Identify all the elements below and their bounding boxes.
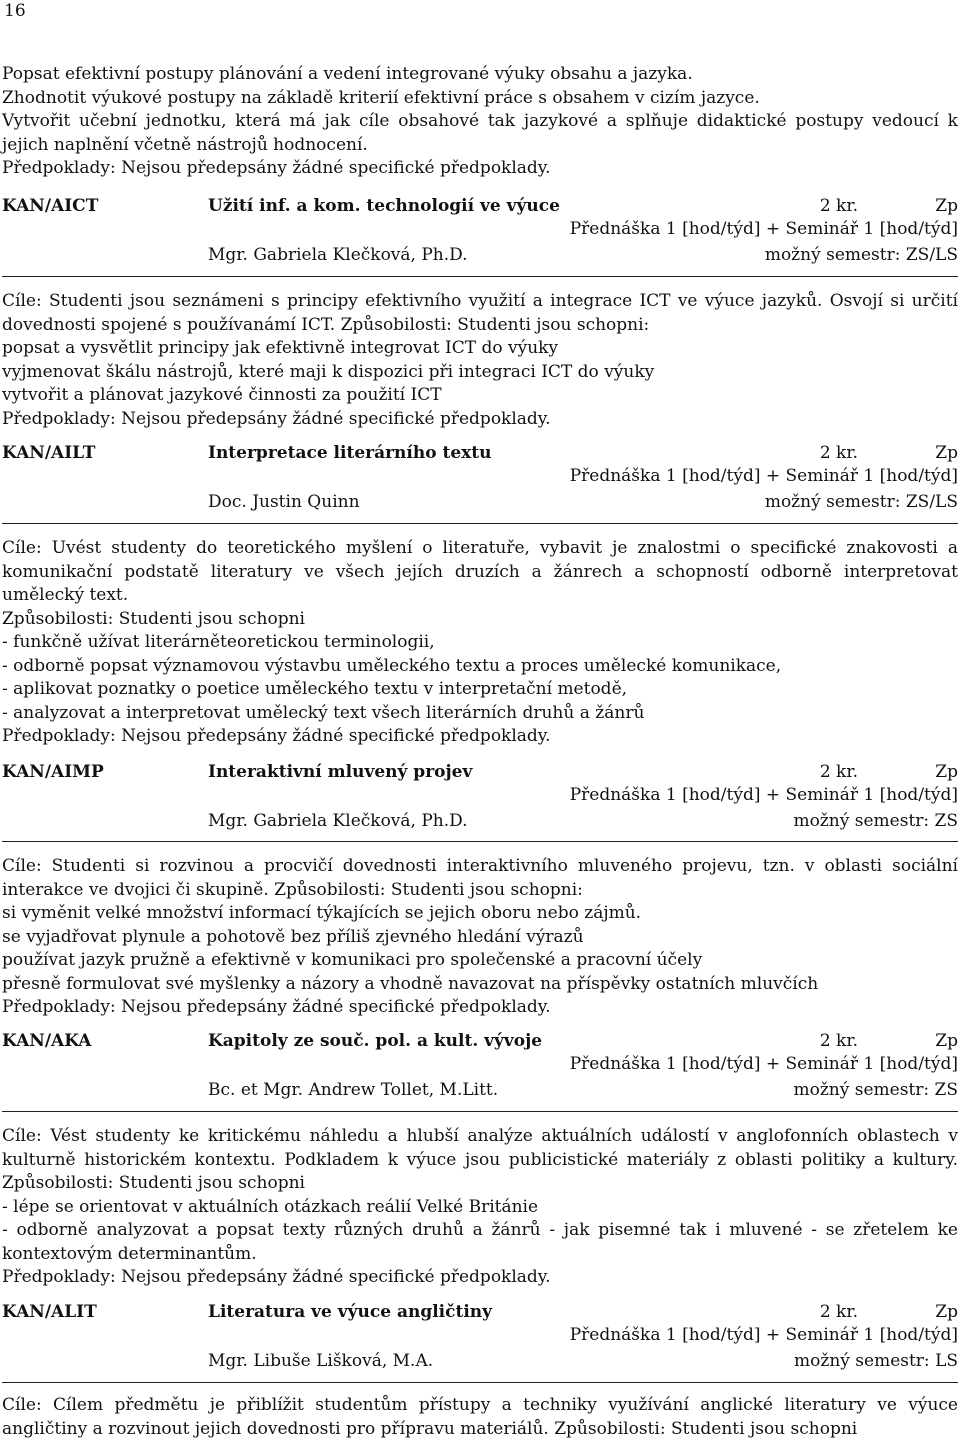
course-header (2, 195, 958, 218)
course-lecturer-row (2, 488, 958, 514)
course-hours: Přednáška 1 [hod/týd] + Seminář 1 [hod/týd] (569, 1054, 958, 1074)
course-block (2, 1030, 958, 1102)
course-skill-item: - odborně popsat významovou výstavbu uměleckého textu a proces umělecké komunikace, (2, 655, 782, 676)
course-block (2, 442, 958, 514)
course-goals: Cíle: Studenti si rozvinou a procvičí dovednosti interaktivního mluveného projevu, tzn. v oblasti sociální interakce ve dvojici či skupině. Způsobilosti: Studenti jsou schopni: (2, 856, 958, 900)
course-goals: Cíle: Cílem předmětu je přiblížit studentům přístupy a techniky využívání anglické literatury ve výuce angličtiny a rozvinout jejich dovednosti pro přípravu materiálů. Způsobilosti: Studenti jsou schopni (2, 1395, 958, 1439)
course-lecturer: Mgr. Gabriela Klečková, Ph.D. (208, 811, 468, 831)
page-number: 16 (4, 1, 26, 21)
course-title: Interpretace literárního textu (208, 443, 492, 463)
course-title: Literatura ve výuce angličtiny (208, 1302, 493, 1322)
course-skill-item: - funkčně užívat literárněteoretickou terminologii, (2, 632, 435, 652)
course-prerequisites: Předpoklady: Nejsou předepsány žádné specifické předpoklady. (2, 1267, 551, 1287)
course-divider (2, 1382, 958, 1383)
course-lecturer-row (2, 1347, 958, 1373)
course-hours: Přednáška 1 [hod/týd] + Seminář 1 [hod/týd] (569, 219, 958, 239)
course-description (2, 537, 958, 749)
course-skill-item: - lépe se orientovat v aktuálních otázkach reálií Velké Británie (2, 1196, 539, 1217)
course-semester: možný semestr: ZS/LS (764, 245, 958, 265)
course-skill-item: popsat a vysvětlit principy jak efektivně integrovat ICT do výuky (2, 338, 559, 358)
course-hours: Přednáška 1 [hod/týd] + Seminář 1 [hod/týd] (569, 785, 958, 805)
course-block (2, 195, 958, 267)
course-completion-type: Zp (935, 1031, 958, 1051)
intro-section (2, 63, 958, 181)
course-lecturer-row (2, 1076, 958, 1102)
course-semester: možný semestr: ZS/LS (764, 492, 958, 512)
course-skill-item: si vyměnit velké množství informací týkajících se jejich oboru nebo zájmů. (2, 903, 642, 923)
course-divider (2, 841, 958, 842)
course-skill-item: přesně formulovat své myšlenky a názory a vhodně navazovat na příspěvky ostatních mluvčích (2, 973, 819, 994)
course-hours: Přednáška 1 [hod/týd] + Seminář 1 [hod/týd] (569, 1325, 958, 1345)
course-block (2, 761, 958, 833)
course-credits: 2 kr. (819, 443, 858, 463)
course-header (2, 761, 958, 784)
course-divider (2, 276, 958, 277)
course-header (2, 1030, 958, 1053)
course-semester: možný semestr: ZS (793, 811, 958, 831)
intro-prerequisites: Předpoklady: Nejsou předepsány žádné specifické předpoklady. (2, 158, 551, 178)
course-skill-item: vyjmenovat škálu nástrojů, které maji k dispozici při integraci ICT do výuky (2, 361, 655, 382)
course-title: Interaktivní mluvený projev (208, 762, 473, 782)
course-skill-item: se vyjadřovat plynule a pohotově bez příliš zjevného hledání výrazů (2, 926, 584, 947)
course-prerequisites: Předpoklady: Nejsou předepsány žádné specifické předpoklady. (2, 997, 551, 1017)
course-header (2, 442, 958, 465)
course-code: KAN/AILT (2, 443, 96, 463)
course-description (2, 855, 958, 1020)
course-credits: 2 kr. (819, 196, 858, 216)
course-description (2, 1125, 958, 1290)
course-lecturer: Bc. et Mgr. Andrew Tollet, M.Litt. (208, 1080, 499, 1100)
course-description (2, 290, 958, 431)
course-skill-item: - aplikovat poznatky o poetice uměleckého textu v interpretační metodě, (2, 679, 628, 699)
course-code: KAN/ALIT (2, 1302, 97, 1322)
course-description (2, 1394, 958, 1441)
course-header (2, 1301, 958, 1324)
course-code: KAN/AKA (2, 1031, 92, 1051)
course-divider (2, 523, 958, 524)
course-credits: 2 kr. (819, 1031, 858, 1051)
course-skill-item: vytvořit a plánovat jazykové činnosti za použití ICT (2, 385, 442, 405)
course-credits: 2 kr. (819, 1302, 858, 1322)
course-prerequisites: Předpoklady: Nejsou předepsány žádné specifické předpoklady. (2, 726, 551, 746)
intro-line: Vytvořit učební jednotku, která má jak cíle obsahové tak jazykové a splňuje didaktické postupy vedoucí k jejich naplnění včetně nástrojů hodnocení. (2, 111, 958, 155)
course-lecturer-row (2, 807, 958, 833)
course-prerequisites: Předpoklady: Nejsou předepsány žádné specifické předpoklady. (2, 408, 551, 429)
course-skills-heading: Způsobilosti: Studenti jsou schopni (2, 608, 305, 629)
course-completion-type: Zp (935, 443, 958, 463)
course-skill-item: - odborně analyzovat a popsat texty různých druhů a žánrů - jak pisemné tak i mluvené - se zřetelem ke kontextovým determinantům. (2, 1220, 958, 1264)
course-completion-type: Zp (935, 1302, 958, 1322)
course-lecturer: Doc. Justin Quinn (208, 492, 360, 512)
course-completion-type: Zp (935, 762, 958, 782)
course-skill-item: - analyzovat a interpretovat umělecký text všech literárních druhů a žánrů (2, 702, 645, 723)
course-hours: Přednáška 1 [hod/týd] + Seminář 1 [hod/týd] (569, 466, 958, 486)
course-title: Kapitoly ze souč. pol. a kult. vývoje (208, 1031, 543, 1051)
course-divider (2, 1111, 958, 1112)
course-goals: Cíle: Studenti jsou seznámeni s principy efektivního využití a integrace ICT ve výuce jazyků. Osvojí si určití dovednosti spojené s používanámí ICT. Způsobilosti: Studenti jsou schopni: (2, 291, 958, 335)
course-skill-item: používat jazyk pružně a efektivně v komunikaci pro společenské a pracovní účely (2, 950, 703, 970)
intro-line: Popsat efektivní postupy plánování a vedení integrované výuky obsahu a jazyka. (2, 64, 693, 84)
course-lecturer: Mgr. Gabriela Klečková, Ph.D. (208, 245, 468, 265)
intro-line: Zhodnotit výukové postupy na základě kriterií efektivní práce s obsahem v cizím jazyce. (2, 87, 760, 108)
course-code: KAN/AIMP (2, 762, 104, 782)
course-goals: Cíle: Uvést studenty do teoretického myšlení o literatuře, vybavit je znalostmi o specifické znakovosti a komunikační podstatě literatury ve všech jejích druzích a žánrech a schopností odborně interpretovat umělecký text. (2, 538, 958, 605)
course-credits: 2 kr. (819, 762, 858, 782)
course-lecturer: Mgr. Libuše Lišková, M.A. (208, 1351, 434, 1371)
course-title: Užití inf. a kom. technologií ve výuce (208, 196, 560, 216)
course-block (2, 1301, 958, 1373)
course-semester: možný semestr: LS (794, 1351, 958, 1371)
course-completion-type: Zp (935, 196, 958, 216)
course-lecturer-row (2, 241, 958, 267)
course-goals: Cíle: Vést studenty ke kritickému náhledu a hlubší analýze aktuálních událostí v anglofonních oblastech v kulturně historickém kontextu. Podkladem k výuce jsou publicistické materiály z oblasti politiky a kultury. Způsobilosti: Studenti jsou schopni (2, 1126, 958, 1193)
course-semester: možný semestr: ZS (793, 1080, 958, 1100)
course-code: KAN/AICT (2, 196, 99, 216)
